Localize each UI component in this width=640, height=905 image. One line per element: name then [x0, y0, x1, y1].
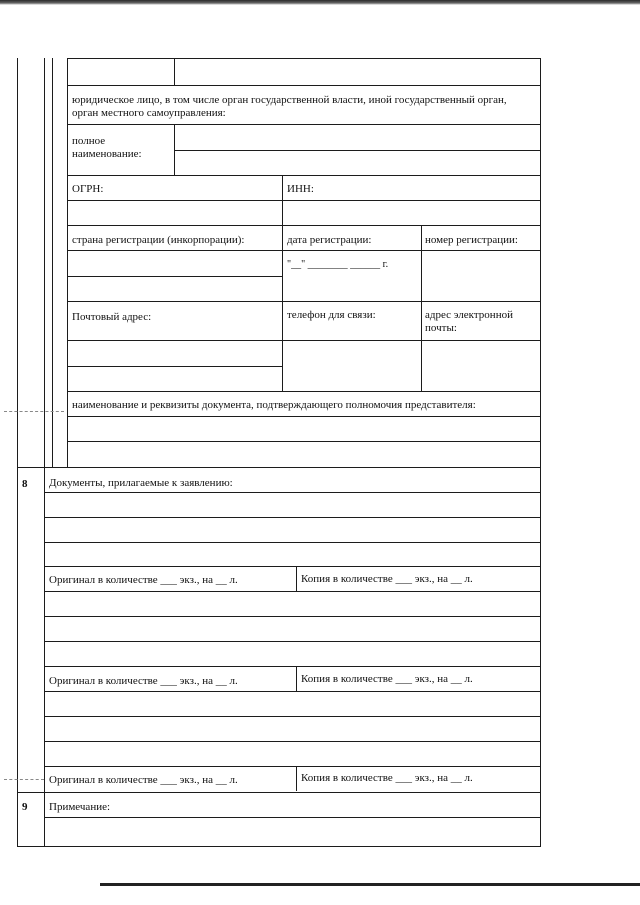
section-separator — [17, 467, 541, 468]
row-line — [44, 492, 541, 493]
full-name-label: полное наименование: — [72, 135, 142, 160]
copy-count-label: Копия в количестве ___ экз., на __ л. — [301, 573, 473, 585]
scan-edge-bottom — [100, 883, 640, 886]
copy-count-label: Копия в количестве ___ экз., на __ л. — [301, 772, 473, 784]
top-row-divider — [174, 58, 175, 85]
row-line — [44, 566, 541, 567]
outer-right-border — [540, 58, 541, 846]
table-top-line — [67, 58, 541, 59]
copy-count-label: Копия в количестве ___ экз., на __ л. — [301, 673, 473, 685]
scan-dash-mark — [4, 411, 64, 412]
phone-label: телефон для связи: — [287, 309, 376, 321]
attachment-line[interactable] — [44, 641, 541, 642]
section-8-title: Документы, прилагаемые к заявлению: — [49, 477, 233, 489]
attachment-line[interactable] — [44, 542, 541, 543]
email-label: адрес электронной почты: — [425, 309, 513, 334]
row-line — [44, 591, 541, 592]
row-line — [44, 666, 541, 667]
inn-label: ИНН: — [287, 183, 314, 195]
row-line — [67, 225, 541, 226]
authority-doc-label: наименование и реквизиты документа, подтверждающего полномочия представителя: — [72, 399, 476, 411]
section-9-number: 9 — [22, 801, 28, 813]
row-line — [44, 766, 541, 767]
reg-number-label: номер регистрации: — [425, 234, 518, 246]
full-name-field-line[interactable] — [174, 150, 541, 151]
row-line — [67, 124, 541, 125]
row-line — [67, 200, 541, 201]
row-line — [67, 175, 541, 176]
original-copy-divider — [296, 566, 297, 591]
section-separator — [17, 792, 541, 793]
postal-address-field-line[interactable] — [67, 366, 282, 367]
row-line — [67, 301, 541, 302]
row-line — [67, 250, 541, 251]
scan-dash-mark — [4, 779, 44, 780]
original-copy-divider — [296, 766, 297, 791]
original-count-label: Оригинал в количестве ___ экз., на __ л. — [49, 774, 238, 786]
reg-country-field-line[interactable] — [67, 276, 282, 277]
reg-date-label: дата регистрации: — [287, 234, 372, 246]
row-line — [67, 340, 541, 341]
original-copy-divider — [296, 666, 297, 691]
postal-address-label: Почтовый адрес: — [72, 311, 152, 323]
ogrn-label: ОГРН: — [72, 183, 104, 195]
note-field-line[interactable] — [44, 817, 541, 818]
row-line — [44, 691, 541, 692]
inner-col-border-a — [52, 58, 53, 468]
attachment-line[interactable] — [44, 517, 541, 518]
attachment-line[interactable] — [44, 741, 541, 742]
inner-col-border-b — [67, 58, 68, 468]
reg-country-label: страна регистрации (инкорпорации): — [72, 234, 245, 246]
section-8-number: 8 — [22, 478, 28, 490]
outer-left-border — [17, 58, 18, 846]
table-bottom-line — [17, 846, 541, 847]
row-line — [67, 416, 541, 417]
authority-doc-field-line[interactable] — [67, 441, 541, 442]
reg-date-template[interactable]: "__" ________ ______ г. — [287, 259, 389, 270]
scan-edge-top — [0, 0, 640, 5]
ogrn-inn-divider — [282, 175, 283, 391]
original-count-label: Оригинал в количестве ___ экз., на __ л. — [49, 574, 238, 586]
number-column-border — [44, 58, 45, 846]
row-line — [67, 85, 541, 86]
row-line — [67, 391, 541, 392]
attachment-line[interactable] — [44, 716, 541, 717]
section-9-title: Примечание: — [49, 801, 111, 813]
legal-entity-header: юридическое лицо, в том числе орган государственной власти, иной государственный орган, орган местного самоуправления: — [72, 94, 507, 119]
original-count-label: Оригинал в количестве ___ экз., на __ л. — [49, 675, 238, 687]
attachment-line[interactable] — [44, 616, 541, 617]
